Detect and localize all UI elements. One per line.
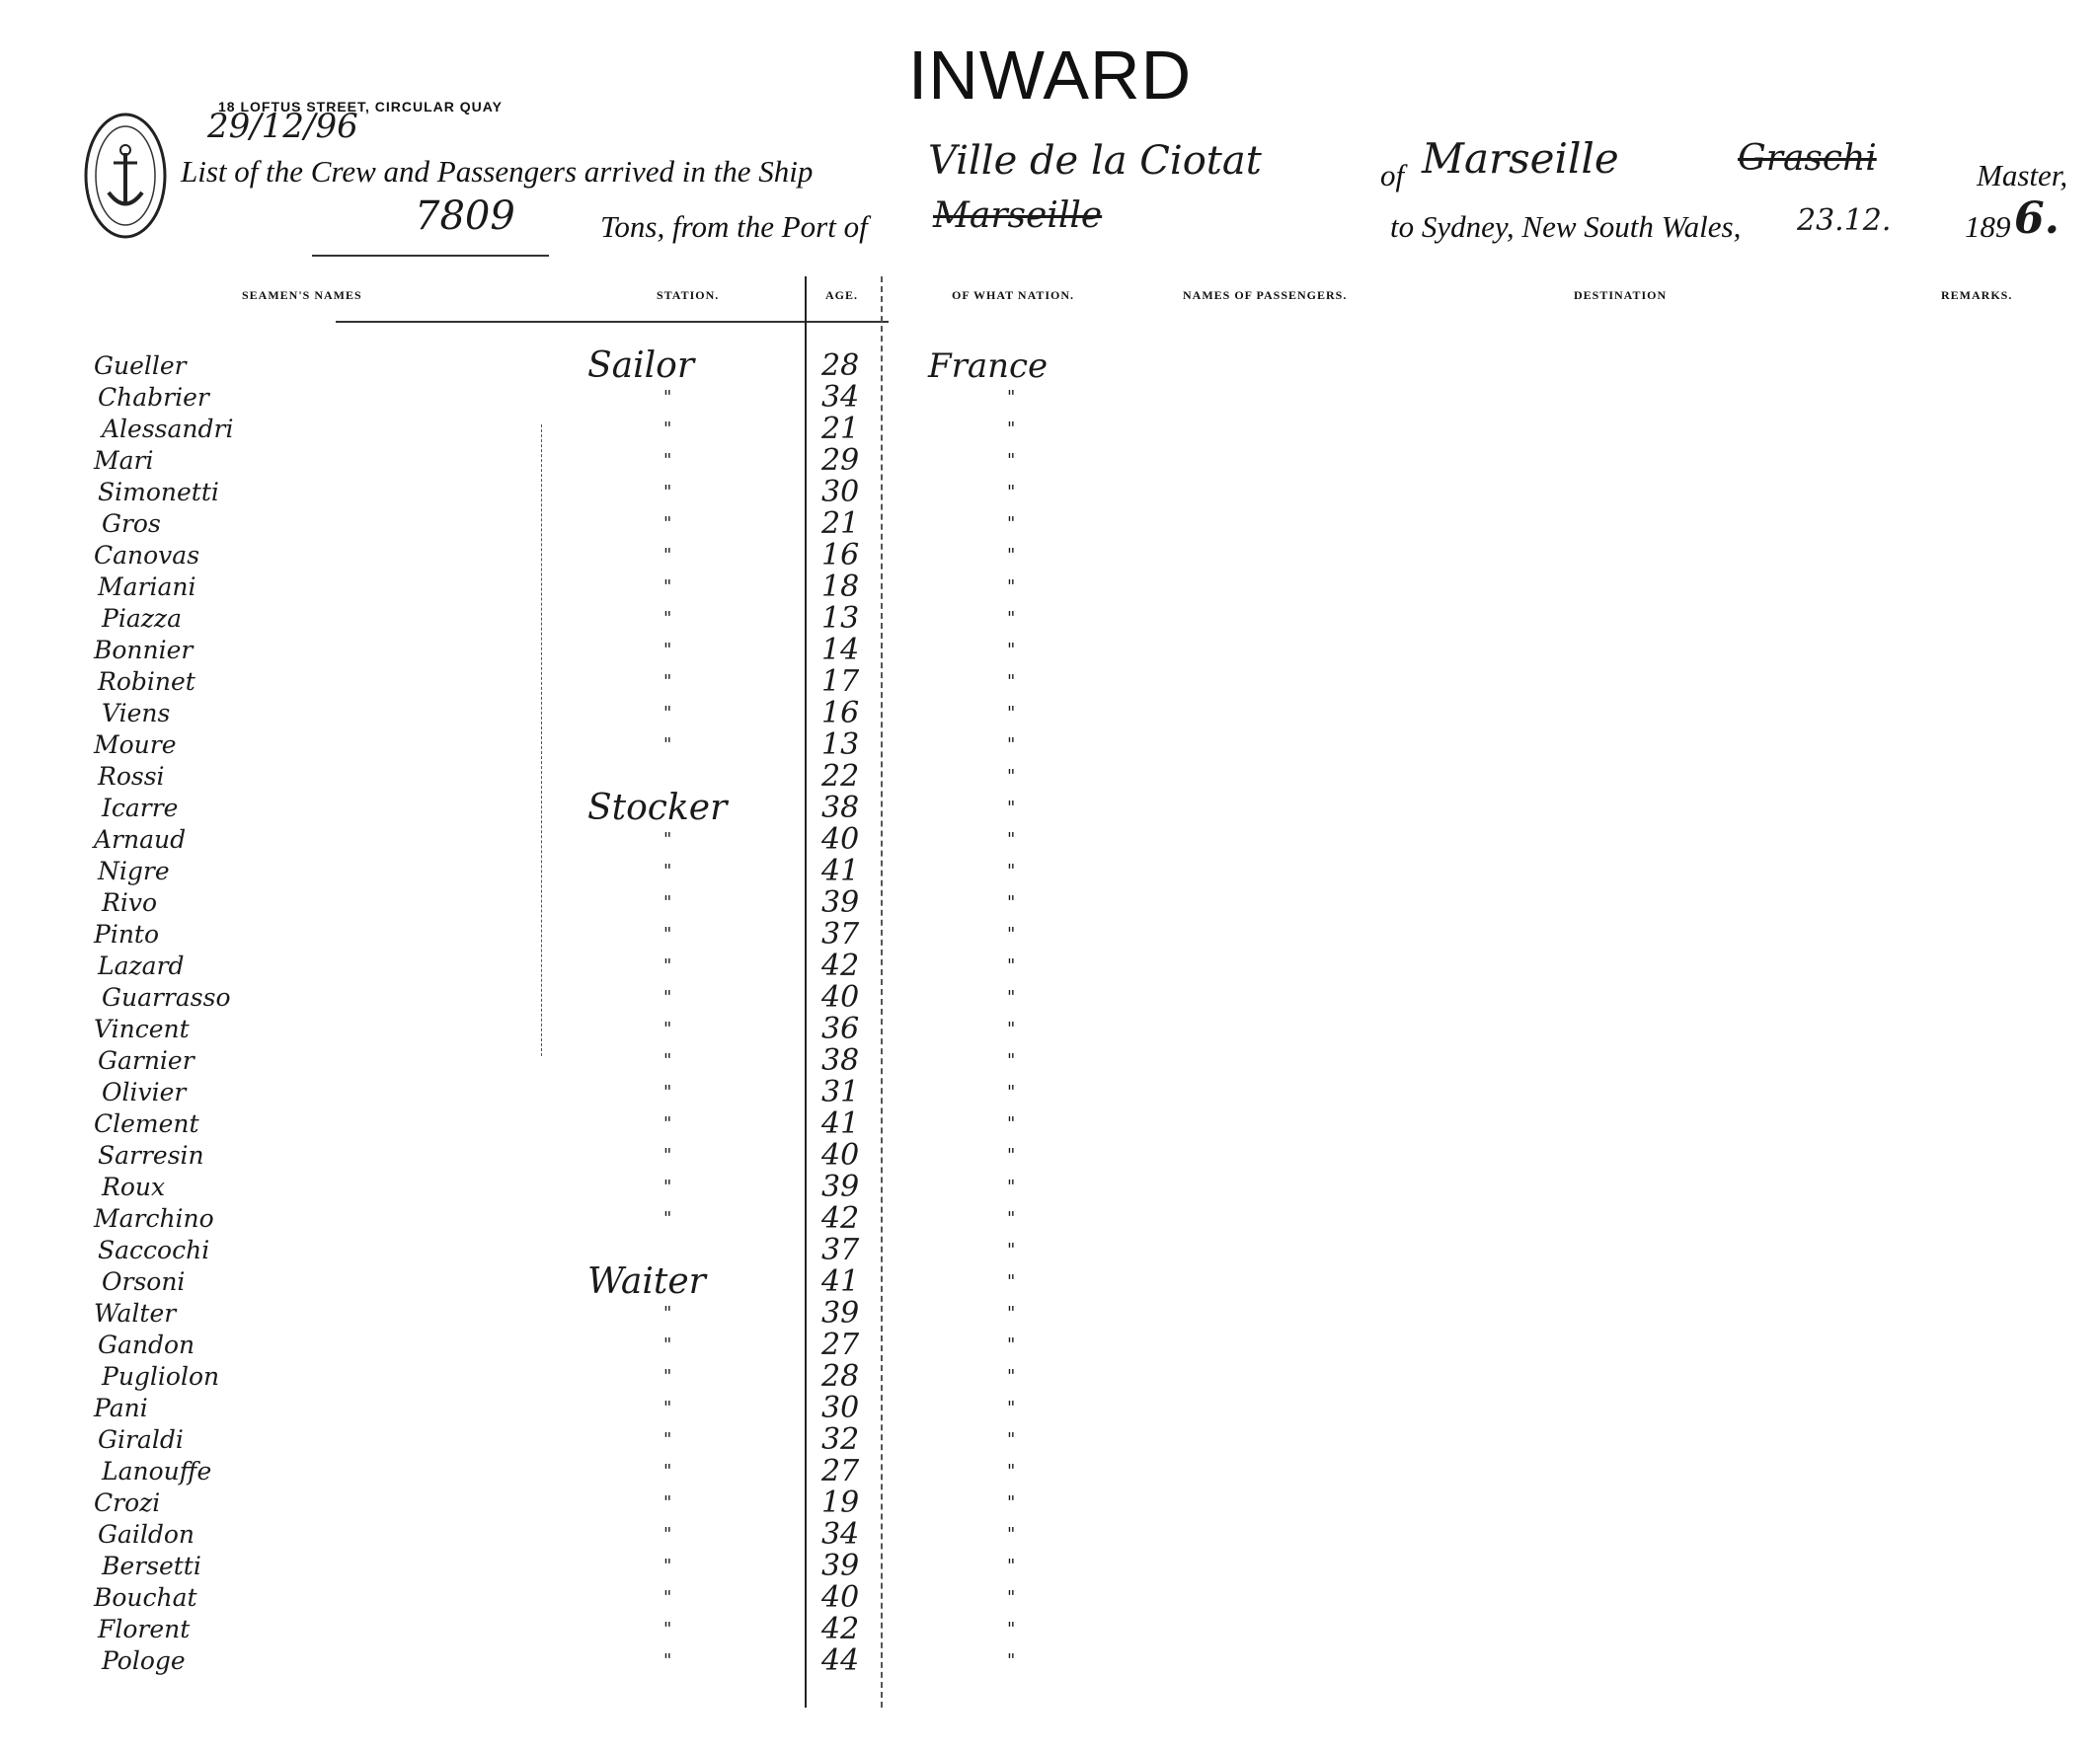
seaman-station: " xyxy=(663,513,672,534)
table-row xyxy=(0,1140,2100,1172)
table-row xyxy=(0,1108,2100,1140)
seaman-station: " xyxy=(663,955,672,976)
seaman-name: Gueller xyxy=(94,351,187,380)
seaman-station: " xyxy=(663,640,672,660)
seaman-age: 34 xyxy=(821,1517,860,1552)
seaman-name: Pani xyxy=(94,1394,148,1422)
seaman-age: 41 xyxy=(821,854,860,888)
seaman-age: 28 xyxy=(821,348,860,383)
table-row xyxy=(0,540,2100,572)
seaman-age: 39 xyxy=(821,885,860,920)
seaman-station: " xyxy=(663,545,672,566)
tonnage: 7809 xyxy=(415,193,515,239)
seaman-name: Icarre xyxy=(102,794,179,822)
seaman-nation: " xyxy=(1007,1082,1016,1103)
seaman-age: 16 xyxy=(821,538,860,572)
seaman-nation: " xyxy=(1007,924,1016,945)
seaman-station: " xyxy=(663,482,672,502)
seaman-nation: " xyxy=(1007,1240,1016,1260)
seaman-station: " xyxy=(663,1303,672,1324)
seaman-age: 34 xyxy=(821,380,860,415)
seaman-nation: " xyxy=(1007,766,1016,787)
year-digit: 6. xyxy=(2014,193,2060,244)
table-row xyxy=(0,824,2100,856)
seaman-station: " xyxy=(663,1050,672,1071)
seaman-nation: " xyxy=(1007,387,1016,408)
seaman-age: 41 xyxy=(821,1106,860,1141)
seaman-age: 18 xyxy=(821,570,860,604)
seaman-age: 16 xyxy=(821,696,860,730)
table-row xyxy=(0,1077,2100,1108)
seaman-nation: " xyxy=(1007,1177,1016,1197)
seaman-station: " xyxy=(663,734,672,755)
seaman-name: Lanouffe xyxy=(102,1457,212,1486)
seaman-age: 27 xyxy=(821,1454,860,1488)
table-row xyxy=(0,445,2100,477)
table-row xyxy=(0,572,2100,603)
seaman-age: 39 xyxy=(821,1549,860,1583)
seaman-name: Nigre xyxy=(98,857,170,885)
seaman-age: 39 xyxy=(821,1170,860,1204)
seaman-station: " xyxy=(663,419,672,439)
seaman-name: Piazza xyxy=(102,604,182,633)
col-header-destination: DESTINATION xyxy=(1574,288,1668,302)
seaman-station: " xyxy=(663,1398,672,1418)
seaman-name: Marchino xyxy=(94,1204,214,1233)
col-header-station: STATION. xyxy=(657,288,720,302)
seaman-nation: " xyxy=(1007,419,1016,439)
table-row xyxy=(0,1456,2100,1487)
seaman-station: " xyxy=(663,387,672,408)
seaman-station: " xyxy=(663,861,672,881)
seaman-age: 21 xyxy=(821,412,860,446)
seal-stamp-icon xyxy=(79,99,173,252)
seaman-nation: " xyxy=(1007,1461,1016,1482)
table-row xyxy=(0,1519,2100,1551)
seaman-nation: France xyxy=(928,346,1049,386)
seaman-nation: " xyxy=(1007,640,1016,660)
seaman-age: 30 xyxy=(821,475,860,509)
seaman-nation: " xyxy=(1007,703,1016,724)
seaman-name: Olivier xyxy=(102,1078,187,1106)
seaman-name: Mariani xyxy=(98,572,196,601)
seaman-name: Pugliolon xyxy=(102,1362,220,1391)
seaman-nation: " xyxy=(1007,1208,1016,1229)
seaman-age: 28 xyxy=(821,1359,860,1394)
seaman-nation: " xyxy=(1007,1650,1016,1671)
table-row xyxy=(0,1551,2100,1582)
seaman-age: 37 xyxy=(821,917,860,952)
seaman-name: Pinto xyxy=(94,920,160,949)
seaman-station: " xyxy=(663,1366,672,1387)
seaman-age: 29 xyxy=(821,443,860,478)
seaman-nation: " xyxy=(1007,987,1016,1008)
seaman-name: Lazard xyxy=(98,952,185,980)
seaman-station: " xyxy=(663,703,672,724)
seaman-name: Viens xyxy=(102,699,171,727)
seaman-nation: " xyxy=(1007,1556,1016,1576)
seaman-nation: " xyxy=(1007,1366,1016,1387)
seaman-nation: " xyxy=(1007,1429,1016,1450)
seaman-nation: " xyxy=(1007,734,1016,755)
office-address: 18 LOFTUS STREET, CIRCULAR QUAY xyxy=(218,99,503,114)
seaman-station: " xyxy=(663,987,672,1008)
received-date: 29/12/96 xyxy=(207,107,358,146)
table-row xyxy=(0,1393,2100,1424)
seaman-station: " xyxy=(663,1524,672,1545)
table-row xyxy=(0,477,2100,508)
seaman-name: Crozi xyxy=(94,1488,161,1517)
seaman-nation: " xyxy=(1007,545,1016,566)
seaman-station: " xyxy=(663,1556,672,1576)
table-row xyxy=(0,666,2100,698)
inward-label: INWARD xyxy=(907,37,1193,114)
seaman-station: Stocker xyxy=(587,788,728,828)
seaman-station: " xyxy=(663,892,672,913)
seaman-station: " xyxy=(663,671,672,692)
table-row xyxy=(0,382,2100,414)
seaman-name: Clement xyxy=(94,1109,199,1138)
seaman-age: 21 xyxy=(821,506,860,541)
seaman-station: Sailor xyxy=(587,345,695,386)
seaman-nation: " xyxy=(1007,861,1016,881)
seaman-nation: " xyxy=(1007,1334,1016,1355)
table-row xyxy=(0,951,2100,982)
seaman-station: Waiter xyxy=(587,1261,706,1302)
table-row xyxy=(0,345,2100,386)
seaman-name: Bouchat xyxy=(94,1583,197,1612)
of-label: of xyxy=(1380,158,1405,192)
seaman-nation: " xyxy=(1007,829,1016,850)
seaman-station: " xyxy=(663,829,672,850)
seaman-nation: " xyxy=(1007,482,1016,502)
seaman-station: " xyxy=(663,1461,672,1482)
ship-name: Ville de la Ciotat xyxy=(928,138,1262,184)
table-row xyxy=(0,1614,2100,1645)
table-row xyxy=(0,1298,2100,1330)
seaman-age: 14 xyxy=(821,633,860,667)
table-row xyxy=(0,761,2100,793)
seaman-name: Walter xyxy=(94,1299,177,1328)
seaman-nation: " xyxy=(1007,450,1016,471)
table-row xyxy=(0,1582,2100,1614)
seaman-age: 22 xyxy=(821,759,860,794)
seaman-name: Arnaud xyxy=(94,825,187,854)
col-header-names: SEAMEN'S NAMES xyxy=(242,288,362,302)
seaman-age: 17 xyxy=(821,664,860,699)
seaman-nation: " xyxy=(1007,1271,1016,1292)
seaman-name: Giraldi xyxy=(98,1425,184,1454)
seaman-age: 40 xyxy=(821,980,860,1015)
seaman-age: 13 xyxy=(821,601,860,636)
table-row xyxy=(0,1261,2100,1302)
seaman-station: " xyxy=(663,450,672,471)
seaman-name: Garnier xyxy=(98,1046,194,1075)
seaman-name: Robinet xyxy=(98,667,195,696)
seaman-nation: " xyxy=(1007,1113,1016,1134)
seaman-name: Rossi xyxy=(98,762,165,791)
seaman-name: Moure xyxy=(94,730,177,759)
table-row xyxy=(0,1235,2100,1266)
seaman-nation: " xyxy=(1007,608,1016,629)
table-row xyxy=(0,856,2100,887)
seaman-age: 42 xyxy=(821,949,860,983)
seaman-station: " xyxy=(663,608,672,629)
seaman-nation: " xyxy=(1007,1398,1016,1418)
seaman-station: " xyxy=(663,1113,672,1134)
seaman-age: 27 xyxy=(821,1328,860,1362)
destination-label: to Sydney, New South Wales, xyxy=(1390,209,1742,244)
seaman-nation: " xyxy=(1007,1492,1016,1513)
seaman-nation: " xyxy=(1007,1303,1016,1324)
seaman-age: 31 xyxy=(821,1075,860,1109)
arrival-date: 23.12. xyxy=(1797,203,1892,238)
seaman-age: 40 xyxy=(821,822,860,857)
table-row xyxy=(0,1361,2100,1393)
table-row xyxy=(0,729,2100,761)
seaman-age: 13 xyxy=(821,727,860,762)
seaman-station: " xyxy=(663,1619,672,1639)
seaman-name: Gandon xyxy=(98,1331,195,1359)
table-row xyxy=(0,919,2100,951)
col-header-remarks: REMARKS. xyxy=(1941,288,2013,302)
seaman-age: 30 xyxy=(821,1391,860,1425)
seaman-nation: " xyxy=(1007,955,1016,976)
seaman-name: Orsoni xyxy=(102,1267,186,1296)
col-header-nation: OF WHAT NATION. xyxy=(952,288,1075,302)
table-row xyxy=(0,887,2100,919)
seaman-station: " xyxy=(663,1429,672,1450)
seaman-name: Florent xyxy=(98,1615,191,1643)
seaman-nation: " xyxy=(1007,1050,1016,1071)
table-row xyxy=(0,982,2100,1014)
table-row xyxy=(0,1645,2100,1677)
seaman-station: " xyxy=(663,1587,672,1608)
seaman-station: " xyxy=(663,1492,672,1513)
seaman-age: 37 xyxy=(821,1233,860,1267)
seaman-name: Vincent xyxy=(94,1015,190,1043)
seaman-name: Simonetti xyxy=(98,478,219,506)
seaman-station: " xyxy=(663,1019,672,1039)
seaman-name: Pologe xyxy=(102,1646,186,1675)
seaman-name: Sarresin xyxy=(98,1141,204,1170)
table-row xyxy=(0,508,2100,540)
tons-from-port-label: Tons, from the Port of xyxy=(600,209,868,244)
seaman-name: Rivo xyxy=(102,888,157,917)
table-row xyxy=(0,1045,2100,1077)
seaman-name: Bersetti xyxy=(102,1552,201,1580)
seaman-station: " xyxy=(663,576,672,597)
table-row xyxy=(0,1487,2100,1519)
seaman-nation: " xyxy=(1007,1019,1016,1039)
seaman-station: " xyxy=(663,1145,672,1166)
seaman-age: 40 xyxy=(821,1138,860,1173)
table-row xyxy=(0,1014,2100,1045)
seaman-age: 39 xyxy=(821,1296,860,1331)
seaman-name: Bonnier xyxy=(94,636,194,664)
table-row xyxy=(0,1424,2100,1456)
seaman-station: " xyxy=(663,924,672,945)
seaman-station: " xyxy=(663,1082,672,1103)
table-row xyxy=(0,1203,2100,1235)
table-row xyxy=(0,1172,2100,1203)
seaman-station: " xyxy=(663,1208,672,1229)
seaman-name: Mari xyxy=(94,446,154,475)
table-row xyxy=(0,603,2100,635)
seaman-age: 38 xyxy=(821,1043,860,1078)
seaman-age: 32 xyxy=(821,1422,860,1457)
from-port: Marseille xyxy=(933,195,1103,236)
seaman-nation: " xyxy=(1007,892,1016,913)
table-row xyxy=(0,635,2100,666)
seaman-nation: " xyxy=(1007,798,1016,818)
master-name: Graschi xyxy=(1738,138,1877,179)
seaman-age: 41 xyxy=(821,1264,860,1299)
seaman-nation: " xyxy=(1007,1145,1016,1166)
seaman-nation: " xyxy=(1007,1524,1016,1545)
seaman-name: Gaildon xyxy=(98,1520,195,1549)
seaman-station: " xyxy=(663,1334,672,1355)
seaman-age: 42 xyxy=(821,1201,860,1236)
seaman-age: 38 xyxy=(821,791,860,825)
table-row xyxy=(0,1330,2100,1361)
seaman-nation: " xyxy=(1007,671,1016,692)
seaman-age: 36 xyxy=(821,1012,860,1046)
seaman-station: " xyxy=(663,1177,672,1197)
table-row xyxy=(0,698,2100,729)
heading-rule xyxy=(312,255,549,257)
seaman-nation: " xyxy=(1007,513,1016,534)
seaman-name: Roux xyxy=(102,1173,166,1201)
table-row xyxy=(0,788,2100,828)
seaman-name: Guarrasso xyxy=(102,983,231,1012)
seaman-age: 40 xyxy=(821,1580,860,1615)
table-row xyxy=(0,414,2100,445)
seaman-name: Saccochi xyxy=(98,1236,210,1264)
seaman-name: Chabrier xyxy=(98,383,209,412)
list-heading-line1: List of the Crew and Passengers arrived in the Ship xyxy=(181,154,814,189)
seaman-nation: " xyxy=(1007,1619,1016,1639)
seaman-age: 42 xyxy=(821,1612,860,1646)
master-label: Master, xyxy=(1977,158,2068,192)
port-of-registry: Marseille xyxy=(1422,134,1619,183)
seaman-name: Canovas xyxy=(94,541,200,570)
col-header-age: AGE. xyxy=(825,288,859,302)
seaman-station: " xyxy=(663,1650,672,1671)
seaman-age: 44 xyxy=(821,1643,860,1678)
col-header-passengers: NAMES OF PASSENGERS. xyxy=(1183,288,1348,302)
seaman-nation: " xyxy=(1007,1587,1016,1608)
seaman-name: Alessandri xyxy=(102,415,234,443)
year-prefix: 189 xyxy=(1965,209,2011,244)
seaman-name: Gros xyxy=(102,509,161,538)
seaman-age: 19 xyxy=(821,1486,860,1520)
seaman-nation: " xyxy=(1007,576,1016,597)
